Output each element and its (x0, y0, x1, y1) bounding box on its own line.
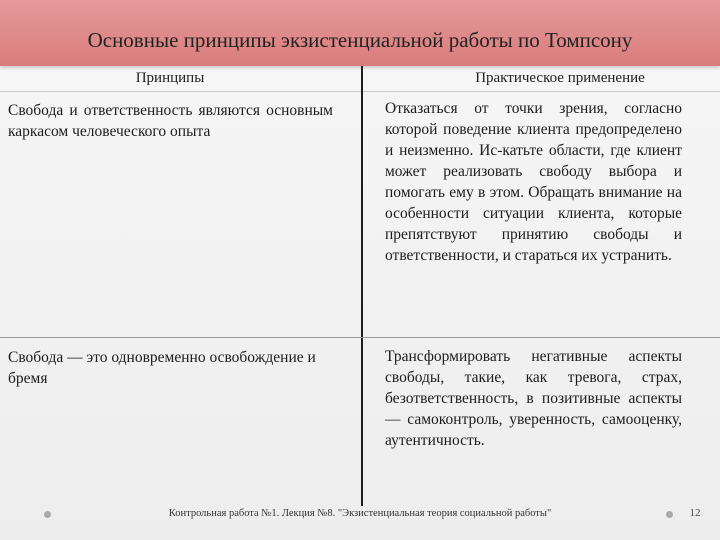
column-header-application: Практическое применение (475, 70, 645, 86)
row-divider (0, 337, 720, 338)
page-number: 12 (689, 507, 701, 519)
column-divider (361, 66, 363, 506)
principle-cell-2: Свобода — это одновременно освобождение и бремя (8, 349, 316, 387)
slide-title: Основные принципы экзистенциальной работы по Томпсону (87, 28, 633, 52)
application-cell-2: Трансформировать негативные аспекты свободы, такие, как тревога, страх, безответственность, в позитивные аспекты — самоконтроль, уверенность, самооценку, аутентичность. (385, 348, 682, 449)
column-header-principles: Принципы (135, 70, 205, 86)
footer-bullet-right (666, 511, 673, 518)
application-cell-1: Отказаться от точки зрения, согласно которой поведение клиента предопределено и неизменно. Ис-катьте области, где клиент может реализовать свободу выбора и помогать ему в этом. Обращать внимание на особенности ситуации клиента, которые препятствуют принятию свободы и ответственности, и стараться их устранить. (385, 100, 682, 264)
slide-footer: Контрольная работа №1. Лекция №8. "Экзистенциальная теория социальной работы" (168, 508, 552, 519)
header-separator (0, 91, 720, 92)
principle-cell-1: Свобода и ответственность являются основным каркасом человеческого опыта (8, 102, 333, 140)
footer-bullet-left (44, 511, 51, 518)
